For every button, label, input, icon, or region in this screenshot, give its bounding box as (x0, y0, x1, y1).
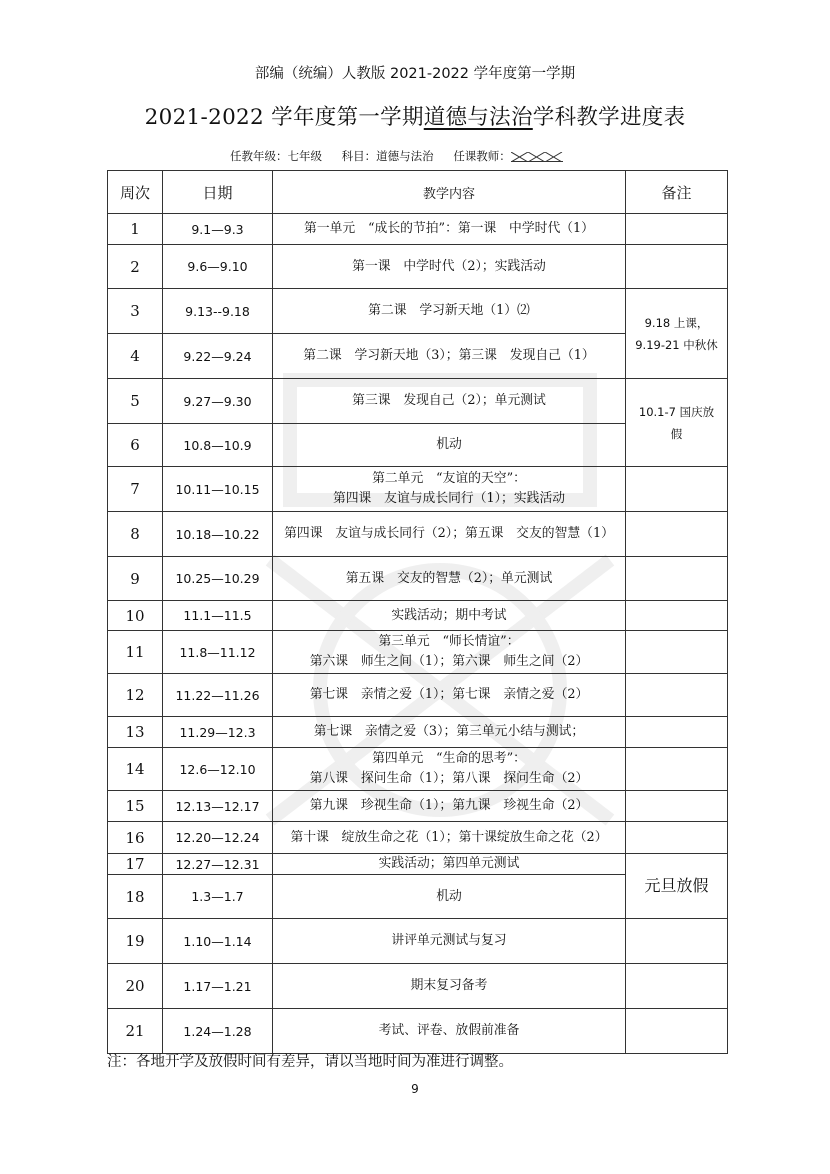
note-cell (626, 601, 728, 631)
date-cell: 11.8—11.12 (163, 631, 273, 674)
content-cell (273, 467, 626, 512)
note-cell (626, 748, 728, 791)
date-cell: 9.27—9.30 (163, 379, 273, 424)
content-cell: 考试、评卷、放假前准备 (273, 1009, 626, 1054)
table-row (108, 631, 728, 674)
note-line: 假 (670, 426, 683, 441)
note-cell (626, 964, 728, 1009)
week-cell: 7 (108, 467, 163, 512)
content-cell: 第七课 亲情之爱（3）；第三单元小结与测试； (273, 717, 626, 748)
week-cell: 5 (108, 379, 163, 424)
subject-info: 科目：道德与法治 (341, 149, 434, 163)
content-cell: 机动 (273, 424, 626, 467)
table-row (108, 822, 728, 854)
note-cell (626, 1009, 728, 1054)
teacher-label: 任课教师： (453, 149, 511, 163)
note-cell (626, 512, 728, 557)
note-cell (626, 214, 728, 245)
date-cell: 9.13--9.18 (163, 289, 273, 334)
week-cell: 4 (108, 334, 163, 379)
content-cell (273, 631, 626, 674)
content-cell: 第二课 学习新天地（1）⑵ (273, 289, 626, 334)
week-cell: 17 (108, 854, 163, 875)
date-cell: 10.18—10.22 (163, 512, 273, 557)
header-content: 教学内容 (273, 171, 626, 214)
table-row (108, 791, 728, 822)
table-row (108, 512, 728, 557)
note-national-day (626, 379, 728, 467)
note-mid-autumn (626, 289, 728, 379)
footnote: 注：各地开学及放假时间有差异，请以当地时间为准进行调整。 (107, 1054, 513, 1070)
table-row (108, 467, 728, 512)
table-row (108, 379, 728, 424)
date-cell: 12.13—12.17 (163, 791, 273, 822)
week-cell: 13 (108, 717, 163, 748)
table-row (108, 289, 728, 334)
week-cell: 18 (108, 875, 163, 919)
content-cell: 第二课 学习新天地（3）；第三课 发现自己（1） (273, 334, 626, 379)
week-cell: 1 (108, 214, 163, 245)
content-cell: 实践活动；期中考试 (273, 601, 626, 631)
date-cell: 1.10—1.14 (163, 919, 273, 964)
date-cell: 9.22—9.24 (163, 334, 273, 379)
content-cell: 第五课 交友的智慧（2）；单元测试 (273, 557, 626, 601)
week-cell: 19 (108, 919, 163, 964)
title-suffix: 学科教学进度表 (532, 105, 686, 130)
content-cell: 第七课 亲情之爱（1）；第七课 亲情之爱（2） (273, 674, 626, 717)
week-cell: 8 (108, 512, 163, 557)
date-cell: 1.24—1.28 (163, 1009, 273, 1054)
header-date: 日期 (163, 171, 273, 214)
content-cell: 期末复习备考 (273, 964, 626, 1009)
table-row (108, 919, 728, 964)
note-cell (626, 631, 728, 674)
note-cell (626, 245, 728, 289)
date-cell: 9.6—9.10 (163, 245, 273, 289)
header-week: 周次 (108, 171, 163, 214)
page-number: 9 (411, 1082, 419, 1096)
content-cell (273, 748, 626, 791)
note-line: 9.18 上课， (644, 315, 709, 330)
week-cell: 14 (108, 748, 163, 791)
week-cell: 20 (108, 964, 163, 1009)
content-cell: 第三课 发现自己（2）；单元测试 (273, 379, 626, 424)
week-cell: 10 (108, 601, 163, 631)
page-title (0, 100, 830, 131)
header-note: 备注 (626, 171, 728, 214)
table-row (108, 717, 728, 748)
content-line: 第八课 探问生命（1）；第八课 探问生命（2） (309, 771, 589, 786)
date-cell: 12.20—12.24 (163, 822, 273, 854)
note-cell (626, 467, 728, 512)
date-cell: 12.6—12.10 (163, 748, 273, 791)
table-row (108, 674, 728, 717)
week-cell: 16 (108, 822, 163, 854)
note-cell (626, 717, 728, 748)
content-line: 第三单元 “师长情谊”： (378, 634, 520, 649)
date-cell: 11.22—11.26 (163, 674, 273, 717)
week-cell: 15 (108, 791, 163, 822)
week-cell: 3 (108, 289, 163, 334)
teacher-name-redacted-icon (511, 151, 563, 162)
content-line: 第二单元 “友谊的天空”： (372, 471, 526, 486)
table-row (108, 854, 728, 875)
note-cell (626, 919, 728, 964)
date-cell: 12.27—12.31 (163, 854, 273, 875)
info-line (230, 148, 650, 164)
week-cell: 11 (108, 631, 163, 674)
week-cell: 2 (108, 245, 163, 289)
note-cell (626, 791, 728, 822)
note-cell (626, 822, 728, 854)
week-cell: 12 (108, 674, 163, 717)
week-cell: 21 (108, 1009, 163, 1054)
content-cell: 第四课 友谊与成长同行（2）；第五课 交友的智慧（1） (273, 512, 626, 557)
table-row (108, 557, 728, 601)
note-cell (626, 557, 728, 601)
week-cell: 6 (108, 424, 163, 467)
content-cell: 第九课 珍视生命（1）；第九课 珍视生命（2） (273, 791, 626, 822)
week-cell: 9 (108, 557, 163, 601)
content-cell: 实践活动；第四单元测试 (273, 854, 626, 875)
note-cell (626, 674, 728, 717)
note-line: 9.19-21 中秋休 (635, 337, 718, 352)
title-prefix: 2021-2022 学年度第一学期 (144, 105, 424, 130)
content-line: 第四课 友谊与成长同行（1）；实践活动 (332, 491, 566, 506)
date-cell: 10.11—10.15 (163, 467, 273, 512)
note-new-year: 元旦放假 (626, 854, 728, 919)
content-cell: 第十课 绽放生命之花（1）；第十课绽放生命之花（2） (273, 822, 626, 854)
table-row (108, 601, 728, 631)
table-row (108, 214, 728, 245)
table-row (108, 964, 728, 1009)
content-cell: 讲评单元测试与复习 (273, 919, 626, 964)
document-header: 部编（统编）人教版 2021-2022 学年度第一学期 (254, 66, 576, 82)
date-cell: 10.8—10.9 (163, 424, 273, 467)
note-line: 10.1-7 国庆放 (638, 404, 715, 419)
schedule-table (107, 170, 728, 1054)
table-row (108, 1009, 728, 1054)
content-line: 第四单元 “生命的思考”： (372, 751, 526, 766)
date-cell: 1.17—1.21 (163, 964, 273, 1009)
grade-info: 任教年级：七年级 (230, 149, 322, 163)
date-cell: 10.25—10.29 (163, 557, 273, 601)
table-row (108, 748, 728, 791)
date-cell: 11.29—12.3 (163, 717, 273, 748)
content-cell: 机动 (273, 875, 626, 919)
date-cell: 9.1—9.3 (163, 214, 273, 245)
content-cell: 第一单元 “成长的节拍”：第一课 中学时代（1） (273, 214, 626, 245)
content-line: 第六课 师生之间（1）；第六课 师生之间（2） (309, 654, 589, 669)
title-subject: 道德与法治 (423, 105, 533, 130)
date-cell: 1.3—1.7 (163, 875, 273, 919)
content-cell: 第一课 中学时代（2）；实践活动 (273, 245, 626, 289)
table-row (108, 245, 728, 289)
date-cell: 11.1—11.5 (163, 601, 273, 631)
